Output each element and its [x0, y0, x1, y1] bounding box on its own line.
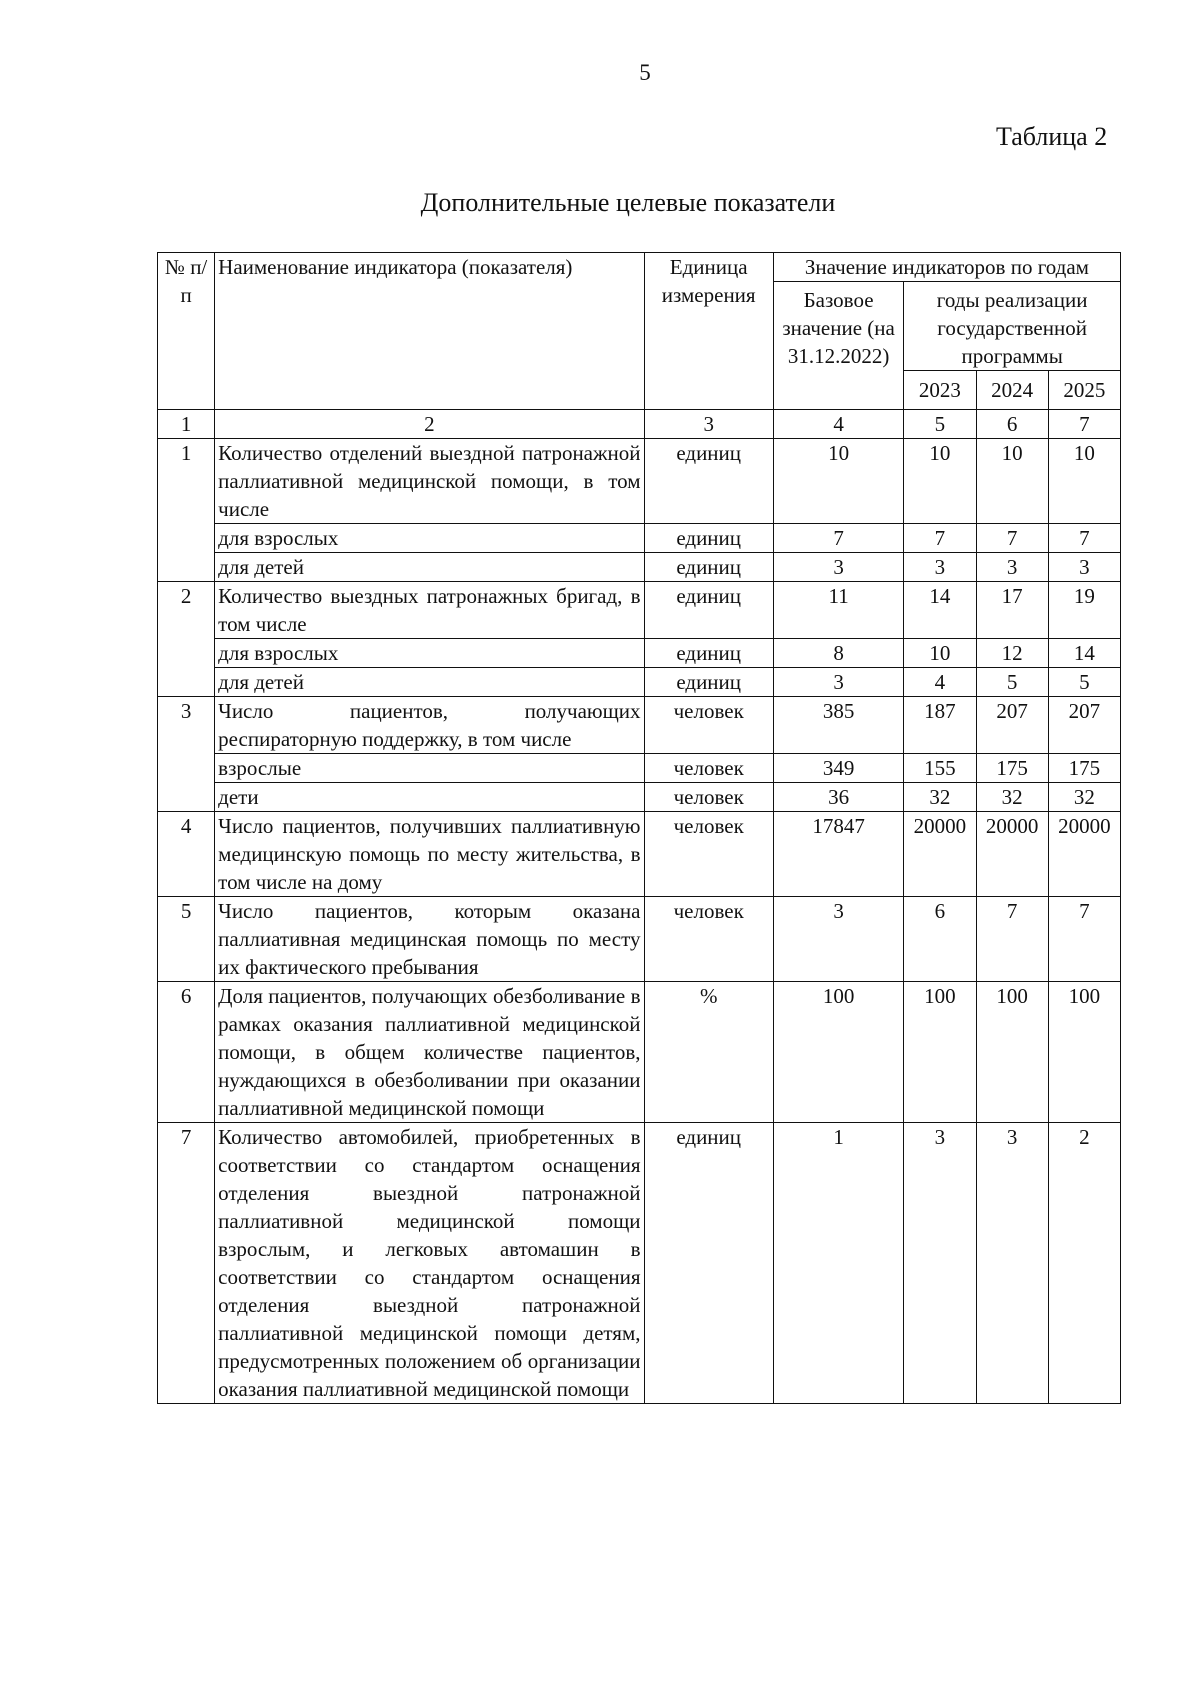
row-name: взрослые: [215, 754, 644, 783]
row-base: 11: [773, 582, 903, 639]
row-name: Количество выездных патронажных бригад, в том числе: [215, 582, 644, 639]
row-2024: 100: [976, 982, 1048, 1123]
row-base: 1: [773, 1123, 903, 1404]
row-name: для взрослых: [215, 524, 644, 553]
row-2024: 7: [976, 524, 1048, 553]
column-numbers-row: [158, 410, 1121, 439]
row-2023: 187: [904, 697, 976, 754]
row-number: 5: [158, 897, 215, 982]
row-2025: 3: [1048, 553, 1120, 582]
row-2023: 155: [904, 754, 976, 783]
row-2023: 100: [904, 982, 976, 1123]
header-name: Наименование индикатора (показателя): [215, 253, 644, 410]
row-base: 7: [773, 524, 903, 553]
row-2025: 5: [1048, 668, 1120, 697]
row-2024: 5: [976, 668, 1048, 697]
header-program-years: годы реализации государственной программы: [904, 282, 1121, 371]
row-unit: человек: [644, 783, 773, 812]
row-unit: единиц: [644, 1123, 773, 1404]
row-2024: 3: [976, 1123, 1048, 1404]
table-row: [158, 668, 1121, 697]
column-number: 5: [904, 410, 976, 439]
header-year: 2024: [976, 371, 1048, 410]
row-2023: 10: [904, 639, 976, 668]
row-number: 2: [158, 582, 215, 697]
row-name: Число пациентов, которым оказана паллиативная медицинская помощь по месту их фактического пребывания: [215, 897, 644, 982]
row-2025: 207: [1048, 697, 1120, 754]
header-year: 2025: [1048, 371, 1120, 410]
column-number: 3: [644, 410, 773, 439]
row-unit: %: [644, 982, 773, 1123]
row-base: 100: [773, 982, 903, 1123]
row-unit: единиц: [644, 553, 773, 582]
header-unit: Единица измерения: [644, 253, 773, 410]
row-2024: 10: [976, 439, 1048, 524]
row-2024: 7: [976, 897, 1048, 982]
row-2023: 3: [904, 1123, 976, 1404]
row-2025: 10: [1048, 439, 1120, 524]
row-name: для взрослых: [215, 639, 644, 668]
row-base: 3: [773, 553, 903, 582]
row-number: 4: [158, 812, 215, 897]
column-number: 1: [158, 410, 215, 439]
row-2024: 207: [976, 697, 1048, 754]
row-base: 3: [773, 897, 903, 982]
row-name: Количество автомобилей, приобретенных в соответствии со стандартом оснащения отделения выездной патронажной паллиативной медицинской помощи взрослым, и легковых автомашин в соответствии со стандартом оснащения отделения выездной патронажной паллиативной медицинской помощи детям, предусмотренных положением об организации оказания паллиативной медицинской помощи: [215, 1123, 644, 1404]
row-2024: 12: [976, 639, 1048, 668]
table-row: [158, 783, 1121, 812]
column-number: 2: [215, 410, 644, 439]
table-row: [158, 1123, 1121, 1404]
row-2024: 32: [976, 783, 1048, 812]
row-unit: человек: [644, 754, 773, 783]
row-2025: 7: [1048, 897, 1120, 982]
table-row: [158, 982, 1121, 1123]
row-unit: человек: [644, 897, 773, 982]
table-title: Дополнительные целевые показатели: [420, 188, 836, 217]
row-2023: 20000: [904, 812, 976, 897]
row-2023: 10: [904, 439, 976, 524]
row-base: 8: [773, 639, 903, 668]
row-number: 1: [158, 439, 215, 582]
row-unit: единиц: [644, 639, 773, 668]
row-unit: единиц: [644, 582, 773, 639]
header-year: 2023: [904, 371, 976, 410]
row-2023: 4: [904, 668, 976, 697]
row-base: 385: [773, 697, 903, 754]
row-2024: 175: [976, 754, 1048, 783]
column-number: 7: [1048, 410, 1120, 439]
row-name: для детей: [215, 553, 644, 582]
row-2024: 20000: [976, 812, 1048, 897]
table-row: [158, 754, 1121, 783]
row-base: 17847: [773, 812, 903, 897]
column-number: 6: [976, 410, 1048, 439]
row-name: Доля пациентов, получающих обезболивание в рамках оказания паллиативной медицинской помощи, в общем количестве пациентов, нуждающихся в обезболивании при оказании паллиативной медицинской помощи: [215, 982, 644, 1123]
row-2025: 7: [1048, 524, 1120, 553]
row-2024: 3: [976, 553, 1048, 582]
row-2023: 7: [904, 524, 976, 553]
row-2025: 2: [1048, 1123, 1120, 1404]
row-2023: 32: [904, 783, 976, 812]
row-2023: 14: [904, 582, 976, 639]
row-2024: 17: [976, 582, 1048, 639]
row-2025: 100: [1048, 982, 1120, 1123]
row-2025: 175: [1048, 754, 1120, 783]
row-2023: 6: [904, 897, 976, 982]
row-2025: 14: [1048, 639, 1120, 668]
row-unit: единиц: [644, 668, 773, 697]
table-row: [158, 439, 1121, 524]
table-label: Таблица 2: [996, 122, 1108, 151]
row-2025: 20000: [1048, 812, 1120, 897]
row-2023: 3: [904, 553, 976, 582]
row-unit: единиц: [644, 524, 773, 553]
row-name: Число пациентов, получивших паллиативную медицинскую помощь по месту жительства, в том числе на дому: [215, 812, 644, 897]
table-row: [158, 812, 1121, 897]
row-2025: 19: [1048, 582, 1120, 639]
row-name: дети: [215, 783, 644, 812]
table-row: [158, 553, 1121, 582]
header-base: Базовое значение (на 31.12.2022): [773, 282, 903, 410]
row-base: 10: [773, 439, 903, 524]
column-number: 4: [773, 410, 903, 439]
header-values-group: Значение индикаторов по годам: [773, 253, 1120, 282]
row-number: 7: [158, 1123, 215, 1404]
row-2025: 32: [1048, 783, 1120, 812]
table-row: [158, 582, 1121, 639]
row-name: Число пациентов, получающих респираторную поддержку, в том числе: [215, 697, 644, 754]
row-unit: человек: [644, 697, 773, 754]
page-number: 5: [639, 60, 651, 85]
table-row: [158, 639, 1121, 668]
row-base: 3: [773, 668, 903, 697]
row-number: 3: [158, 697, 215, 812]
row-name: Количество отделений выездной патронажной паллиативной медицинской помощи, в том числе: [215, 439, 644, 524]
row-base: 349: [773, 754, 903, 783]
table-row: [158, 897, 1121, 982]
row-number: 6: [158, 982, 215, 1123]
row-unit: человек: [644, 812, 773, 897]
header-num: № п/п: [158, 253, 215, 410]
row-base: 36: [773, 783, 903, 812]
row-unit: единиц: [644, 439, 773, 524]
indicators-table: [157, 252, 1121, 1404]
table-row: [158, 697, 1121, 754]
table-row: [158, 524, 1121, 553]
row-name: для детей: [215, 668, 644, 697]
